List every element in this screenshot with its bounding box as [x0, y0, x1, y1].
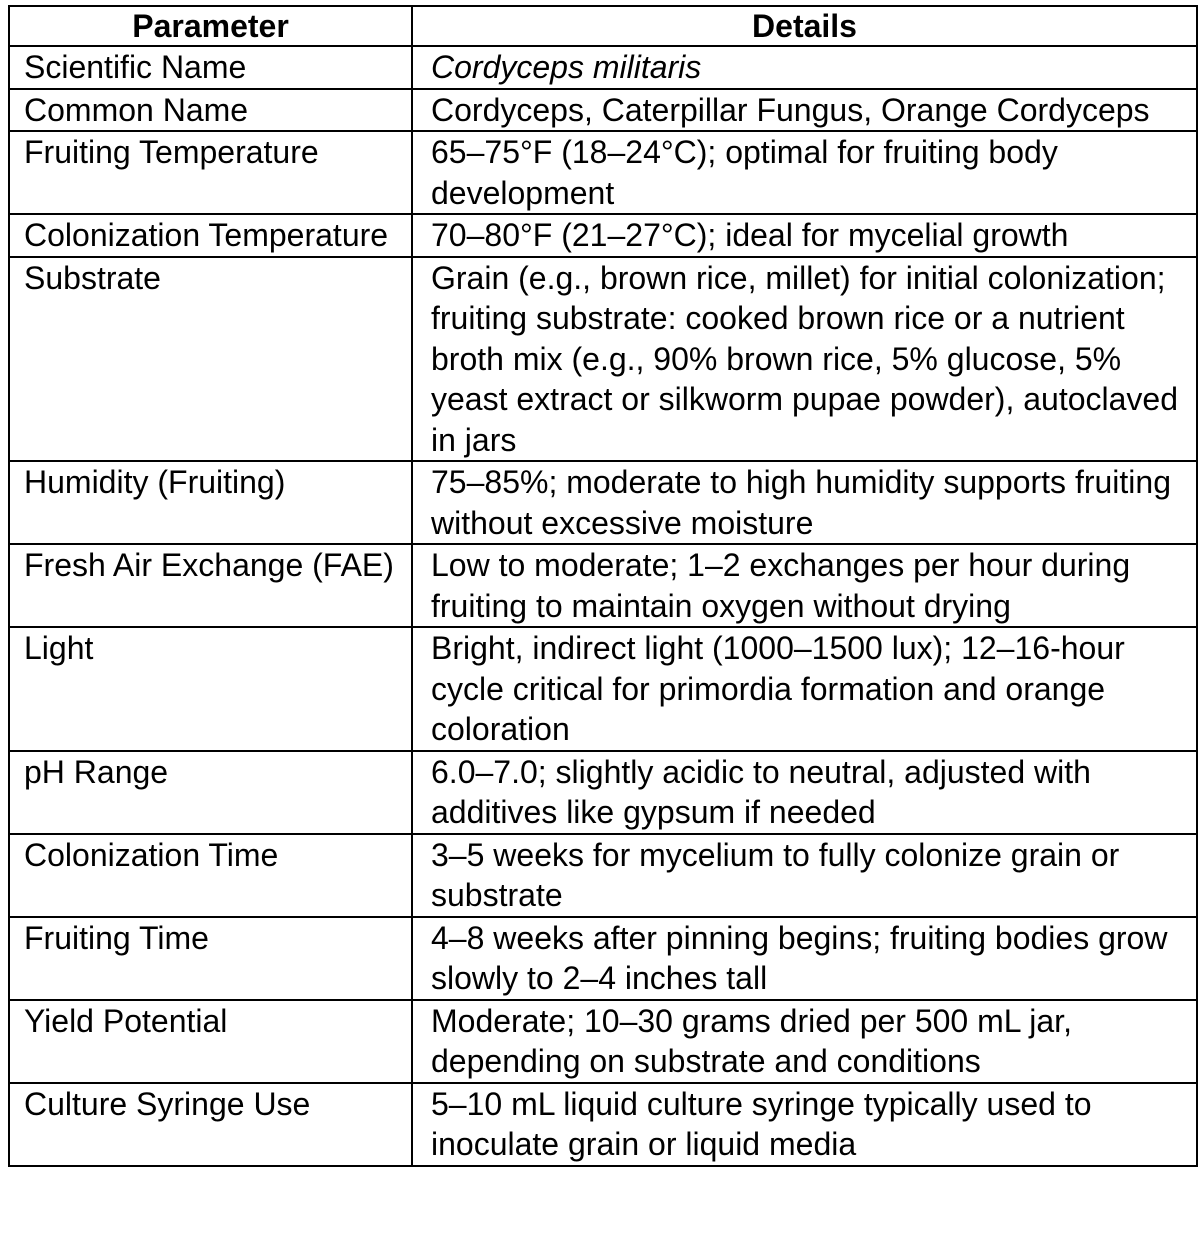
details-cell: Bright, indirect light (1000–1500 lux); 12–16-hour cycle critical for primordia formation and orange coloration	[412, 627, 1197, 751]
details-cell: Grain (e.g., brown rice, millet) for initial colonization; fruiting substrate: cooked brown rice or a nutrient broth mix (e.g., 90% brown rice, 5% glucose, 5% yeast extract or silkworm pupae powder), autoclaved in jars	[412, 257, 1197, 462]
details-cell: 75–85%; moderate to high humidity supports fruiting without excessive moisture	[412, 461, 1197, 544]
table-row	[9, 1000, 1197, 1083]
parameter-cell: Light	[9, 627, 412, 751]
table-row	[9, 214, 1197, 257]
details-cell: Cordyceps militaris	[412, 46, 1197, 89]
parameter-cell: Substrate	[9, 257, 412, 462]
cultivation-parameters-table	[8, 5, 1198, 1167]
parameter-cell: Common Name	[9, 89, 412, 132]
table-row	[9, 834, 1197, 917]
parameter-cell: Fruiting Temperature	[9, 131, 412, 214]
table-row	[9, 46, 1197, 89]
table-row	[9, 544, 1197, 627]
table-row	[9, 1083, 1197, 1166]
parameter-cell: Scientific Name	[9, 46, 412, 89]
table-row	[9, 751, 1197, 834]
table-row	[9, 461, 1197, 544]
table-header-row	[9, 6, 1197, 46]
parameter-cell: Colonization Temperature	[9, 214, 412, 257]
header-parameter: Parameter	[9, 6, 412, 46]
details-cell: 5–10 mL liquid culture syringe typically used to inoculate grain or liquid media	[412, 1083, 1197, 1166]
details-cell: 3–5 weeks for mycelium to fully colonize grain or substrate	[412, 834, 1197, 917]
details-cell: 65–75°F (18–24°C); optimal for fruiting body development	[412, 131, 1197, 214]
table-row	[9, 627, 1197, 751]
details-cell: Moderate; 10–30 grams dried per 500 mL jar, depending on substrate and conditions	[412, 1000, 1197, 1083]
details-cell: 4–8 weeks after pinning begins; fruiting bodies grow slowly to 2–4 inches tall	[412, 917, 1197, 1000]
details-cell: 6.0–7.0; slightly acidic to neutral, adjusted with additives like gypsum if needed	[412, 751, 1197, 834]
parameter-cell: pH Range	[9, 751, 412, 834]
details-cell: Low to moderate; 1–2 exchanges per hour during fruiting to maintain oxygen without drying	[412, 544, 1197, 627]
details-cell: 70–80°F (21–27°C); ideal for mycelial growth	[412, 214, 1197, 257]
header-details: Details	[412, 6, 1197, 46]
parameter-cell: Fresh Air Exchange (FAE)	[9, 544, 412, 627]
parameter-cell: Humidity (Fruiting)	[9, 461, 412, 544]
table-row	[9, 257, 1197, 462]
details-cell: Cordyceps, Caterpillar Fungus, Orange Cordyceps	[412, 89, 1197, 132]
parameter-cell: Culture Syringe Use	[9, 1083, 412, 1166]
table-row	[9, 917, 1197, 1000]
parameter-cell: Fruiting Time	[9, 917, 412, 1000]
table-row	[9, 89, 1197, 132]
table-row	[9, 131, 1197, 214]
parameter-cell: Colonization Time	[9, 834, 412, 917]
parameter-cell: Yield Potential	[9, 1000, 412, 1083]
